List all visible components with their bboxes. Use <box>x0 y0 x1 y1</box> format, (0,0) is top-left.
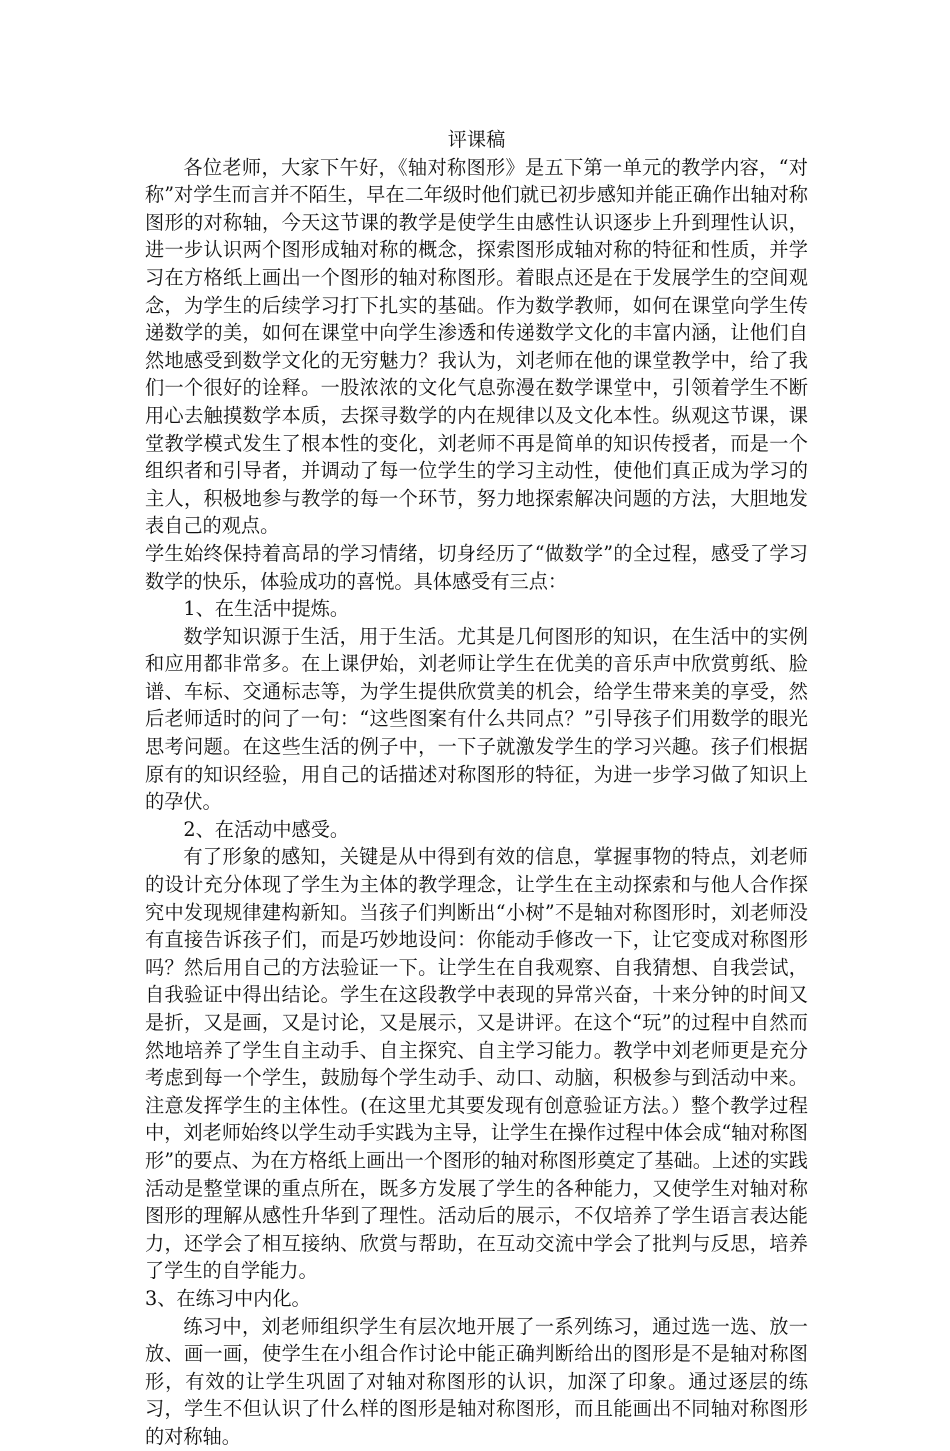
document-title: 评课稿 <box>447 128 506 151</box>
section-heading-2: 2、在活动中感受。 <box>183 817 350 841</box>
paragraph-section-1: 数学知识源于生活，用于生活。尤其是几何图形的知识，在生活中的实例和应用都非常多。在上课伊始，刘老师让学生在优美的音乐声中欣赏剪纸、脸谱、车标、交通标志等，为学生提供欣赏美的机会，给学生带来美的享受，然后老师适时的问了一句：“这些图案有什么共同点？”引导孩子们用数学的眼光思考问题。在这些生活的例子中，一下子就激发学生的学习兴趣。孩子们根据原有的知识经验，用自己的话描述对称图形的特征，为进一步学习做了知识上的孕伏。 <box>145 624 808 814</box>
section-heading-3: 3、在练习中内化。 <box>145 1286 311 1310</box>
section-heading-1: 1、在生活中提炼。 <box>183 597 350 621</box>
document-body <box>145 126 808 1451</box>
paragraph-section-2: 有了形象的感知，关键是从中得到有效的信息，掌握事物的特点，刘老师的设计充分体现了学生为主体的教学理念，让学生在主动探索和与他人合作探究中发现规律建构新知。当孩子们判断出“小树”不是轴对称图形时，刘老师没有直接告诉孩子们，而是巧妙地设问：你能动手修改一下，让它变成对称图形吗？然后用自己的方法验证一下。让学生在自我观察、自我猜想、自我尝试，自我验证中得出结论。学生在这段教学中表现的异常兴奋，十来分钟的时间又是折，又是画，又是讨论，又是展示，又是讲评。在这个“玩”的过程中自然而然地培养了学生自主动手、自主探究、自主学习能力。教学中刘老师更是充分考虑到每一个学生，鼓励每个学生动手、动口、动脑，积极参与到活动中来。注意发挥学生的主体性。(在这里尤其要发现有创意验证方法。）整个教学过程中，刘老师始终以学生动手实践为主导，让学生在操作过程中体会成“轴对称图形”的要点、为在方格纸上画出一个图形的轴对称图形奠定了基础。上述的实践活动是整堂课的重点所在，既多方发展了学生的各种能力，又使学生对轴对称图形的理解从感性升华到了理性。活动后的展示，不仅培养了学生语言表达能力，还学会了相互接纳、欣赏与帮助，在互动交流中学会了批判与反思，培养了学生的自学能力。 <box>145 845 808 1283</box>
paragraph-section-3: 练习中，刘老师组织学生有层次地开展了一系列练习，通过选一选、放一放、画一画，使学生在小组合作讨论中能正确判断给出的图形是不是轴对称图形，有效的让学生巩固了对轴对称图形的认识，加深了印象。通过逐层的练习，学生不但认识了什么样的图形是轴对称图形，而且能画出不同轴对称图形的对称轴。 <box>145 1314 808 1448</box>
paragraph-intro: 各位老师，大家下午好，《轴对称图形》是五下第一单元的教学内容，“对称”对学生而言并不陌生，早在二年级时他们就已初步感知并能正确作出轴对称图形的对称轴，今天这节课的教学是使学生由感性认识逐步上升到理性认识，进一步认识两个图形成轴对称的概念，探索图形成轴对称的特征和性质，并学习在方格纸上画出一个图形的轴对称图形。着眼点还是在于发展学生的空间观念，为学生的后续学习打下扎实的基础。作为数学教师，如何在课堂向学生传递数学的美，如何在课堂中向学生渗透和传递数学文化的丰富内涵，让他们自然地感受到数学文化的无穷魅力？我认为，刘老师在他的课堂教学中，给了我们一个很好的诠释。一股浓浓的文化气息弥漫在数学课堂中，引领着学生不断用心去触摸数学本质，去探寻数学的内在规律以及文化本性。纵观这节课，课堂教学模式发生了根本性的变化，刘老师不再是简单的知识传授者，而是一个组织者和引导者，并调动了每一位学生的学习主动性，使他们真正成为学习的主人，积极地参与教学的每一个环节，努力地探索解决问题的方法，大胆地发表自己的观点。 <box>145 155 808 538</box>
paragraph-summary: 学生始终保持着高昂的学习情绪，切身经历了“做数学”的全过程，感受了学习数学的快乐，体验成功的喜悦。具体感受有三点： <box>145 541 808 593</box>
